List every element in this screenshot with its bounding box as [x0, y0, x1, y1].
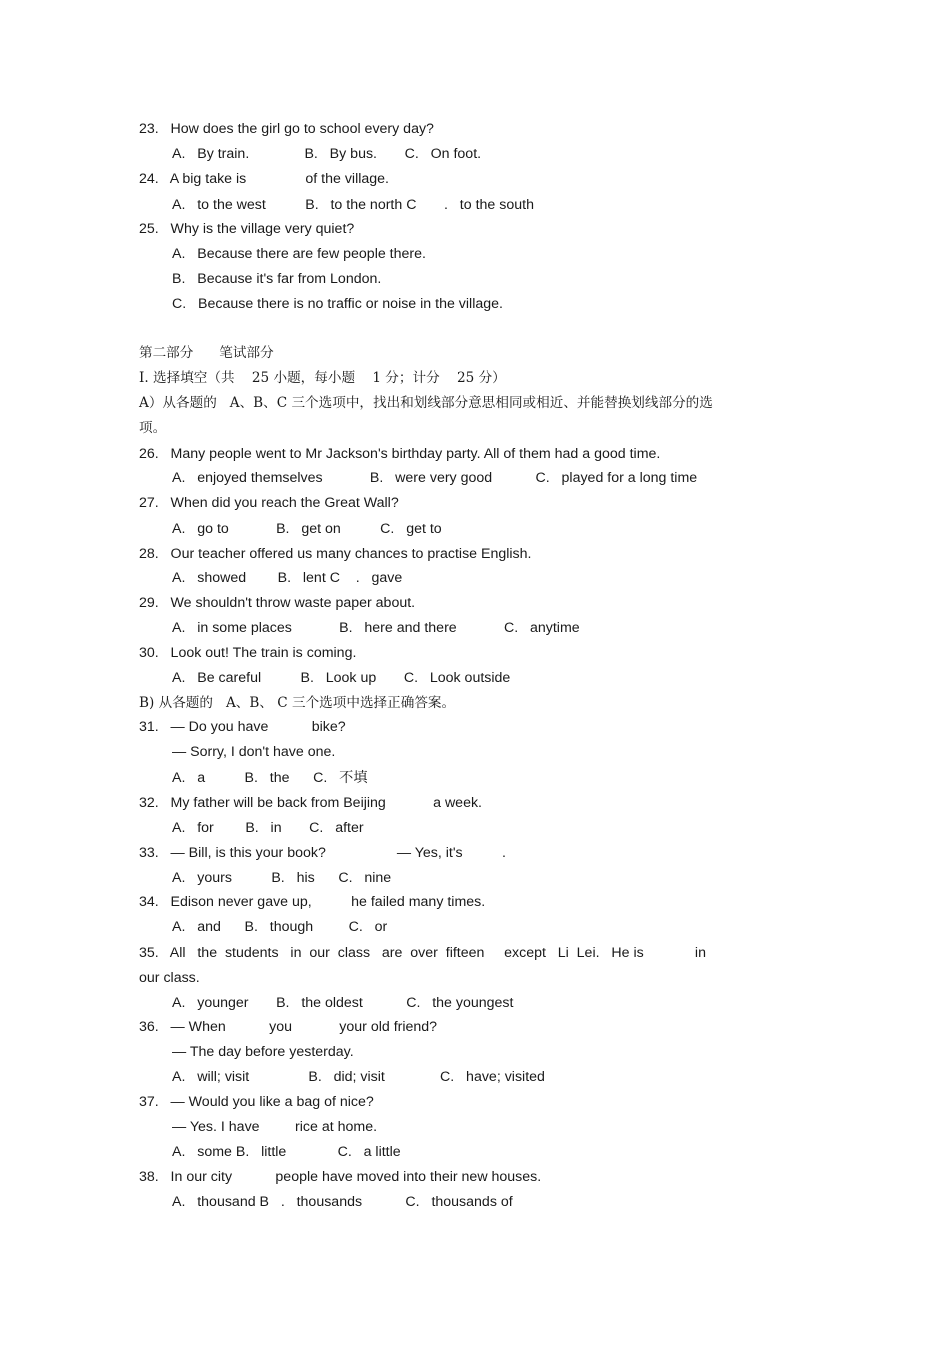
options-24: A. to the west B. to the north C . to the south [172, 197, 534, 213]
question-35: 35. All the students in our class are over fifteen except Li Lei. He is in [139, 945, 706, 961]
options-31: A. a B. the C. 不填 [172, 770, 368, 786]
options-23: A. By train. B. By bus. C. On foot. [172, 146, 482, 162]
question-25: 25. Why is the village very quiet? [139, 221, 355, 237]
options-26: A. enjoyed themselves B. were very good C. played for a long time [172, 470, 698, 486]
option-25-a: A. Because there are few people there. [172, 246, 426, 262]
question-29: 29. We shouldn't throw waste paper about. [139, 595, 416, 611]
question-31-reply: — Sorry, I don't have one. [172, 744, 336, 760]
options-35: A. younger B. the oldest C. the youngest [172, 995, 514, 1011]
question-26: 26. Many people went to Mr Jackson's birthday party. All of them had a good time. [139, 446, 661, 462]
question-24: 24. A big take is of the village. [139, 171, 389, 187]
question-30: 30. Look out! The train is coming. [139, 645, 357, 661]
options-33: A. yours B. his C. nine [172, 870, 392, 886]
options-38: A. thousand B . thousands C. thousands of [172, 1194, 513, 1210]
option-25-b: B. Because it's far from London. [172, 271, 382, 287]
section-a-instruction-cont: 项。 [139, 420, 167, 436]
section-b-instruction: B) 从各题的 A、B、 C 三个选项中选择正确答案。 [139, 695, 456, 711]
question-33: 33. — Bill, is this your book? — Yes, it's . [139, 845, 506, 861]
question-34: 34. Edison never gave up, he failed many times. [139, 894, 486, 910]
question-32: 32. My father will be back from Beijing a week. [139, 795, 483, 811]
question-23: 23. How does the girl go to school every day? [139, 121, 434, 137]
question-35-cont: our class. [139, 970, 200, 986]
question-37-reply: — Yes. I have rice at home. [172, 1119, 378, 1135]
option-25-c: C. Because there is no traffic or noise in the village. [172, 296, 503, 312]
options-29: A. in some places B. here and there C. anytime [172, 620, 580, 636]
options-30: A. Be careful B. Look up C. Look outside [172, 670, 511, 686]
section-1-heading: Ⅰ. 选择填空（共 25 小题，每小题 1 分；计分 25 分） [139, 370, 506, 386]
question-28: 28. Our teacher offered us many chances to practise English. [139, 546, 532, 562]
section-a-instruction: A）从各题的 A、B、C 三个选项中，找出和划线部分意思相同或相近、并能替换划线部分的选 [139, 395, 713, 411]
question-37: 37. — Would you like a bag of nice? [139, 1094, 374, 1110]
question-31: 31. — Do you have bike? [139, 719, 346, 735]
part-two-heading: 第二部分 笔试部分 [139, 345, 274, 361]
options-34: A. and B. though C. or [172, 919, 388, 935]
question-38: 38. In our city people have moved into their new houses. [139, 1169, 542, 1185]
question-36-reply: — The day before yesterday. [172, 1044, 354, 1060]
question-36: 36. — When you your old friend? [139, 1019, 438, 1035]
options-27: A. go to B. get on C. get to [172, 521, 442, 537]
options-36: A. will; visit B. did; visit C. have; visited [172, 1069, 545, 1085]
options-28: A. showed B. lent C . gave [172, 570, 403, 586]
options-37: A. some B. little C. a little [172, 1144, 401, 1160]
options-32: A. for B. in C. after [172, 820, 364, 836]
question-27: 27. When did you reach the Great Wall? [139, 495, 399, 511]
